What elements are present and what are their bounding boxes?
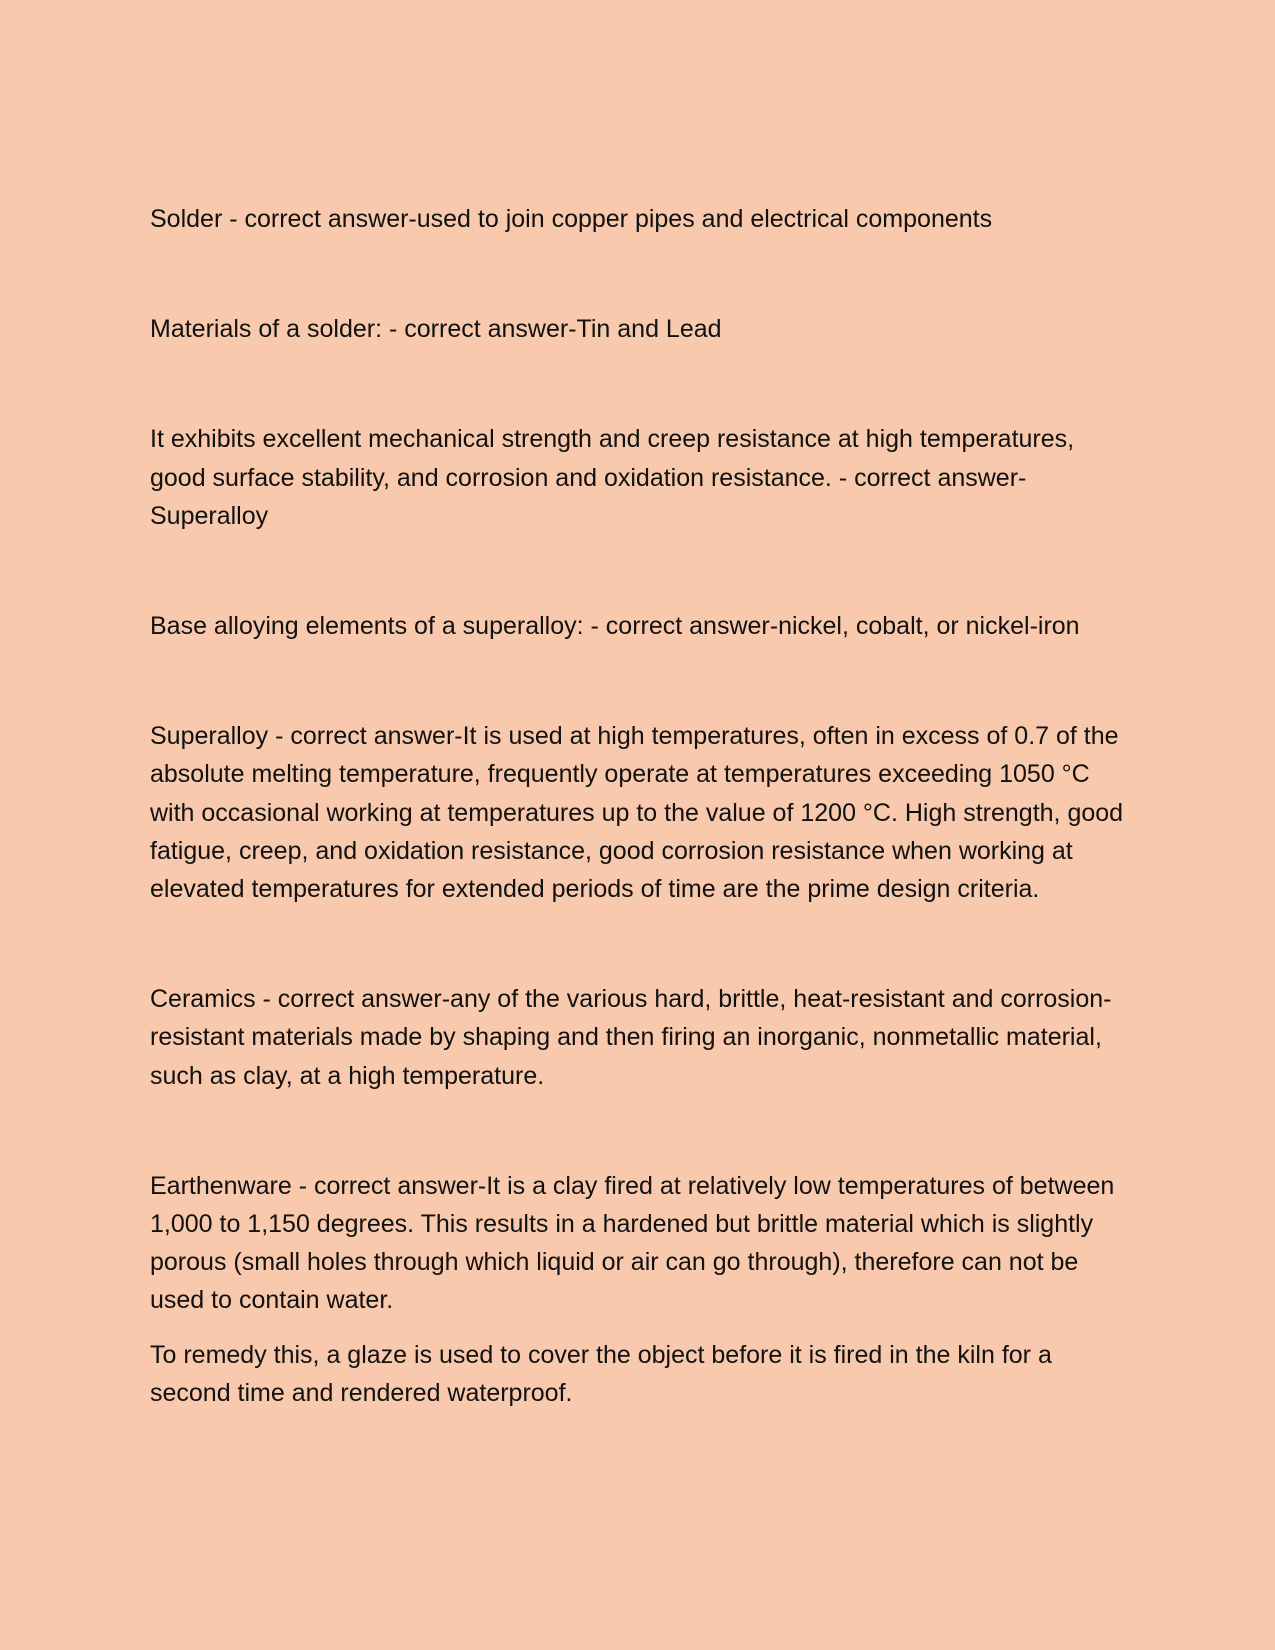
entry-superalloy-definition: Superalloy - correct answer-It is used at high temperatures, often in excess of 0.7 of the absolute melting temperature, frequently operate at temperatures exceeding 1050 °C with occasional working at temperatures up to the value of 1200 °C. High strength, good fatigue, creep, and oxidation resistance, good corrosion resistance when working at elevated temperatures for extended periods of time are the prime design criteria. [150, 722, 1124, 904]
entry-ceramics: Ceramics - correct answer-any of the various hard, brittle, heat-resistant and corrosion-resistant materials made by shaping and then firing an inorganic, nonmetallic material, such as clay, at a high temperature. [150, 985, 1112, 1090]
entry-solder: Solder - correct answer-used to join copper pipes and electrical components [150, 205, 993, 233]
entry-superalloy-properties: It exhibits excellent mechanical strength and creep resistance at high temperatures, good surface stability, and corrosion and oxidation resistance. - correct answer-Superalloy [150, 425, 1075, 530]
entry-superalloy-base-elements: Base alloying elements of a superalloy: - correct answer-nickel, cobalt, or nickel-iron [150, 612, 1080, 641]
entry-solder-materials: Materials of a solder: - correct answer-Tin and Lead [150, 315, 722, 344]
entry-earthenware-glaze: To remedy this, a glaze is used to cover the object before it is fired in the kiln for a second time and rendered waterproof. [150, 1340, 1052, 1407]
entry-earthenware: Earthenware - correct answer-It is a clay fired at relatively low temperatures of between 1,000 to 1,150 degrees. This results in a hardened but brittle material which is slightly porous (small holes through which liquid or air can go through), therefore can not be used to contain water. [150, 1171, 1115, 1315]
